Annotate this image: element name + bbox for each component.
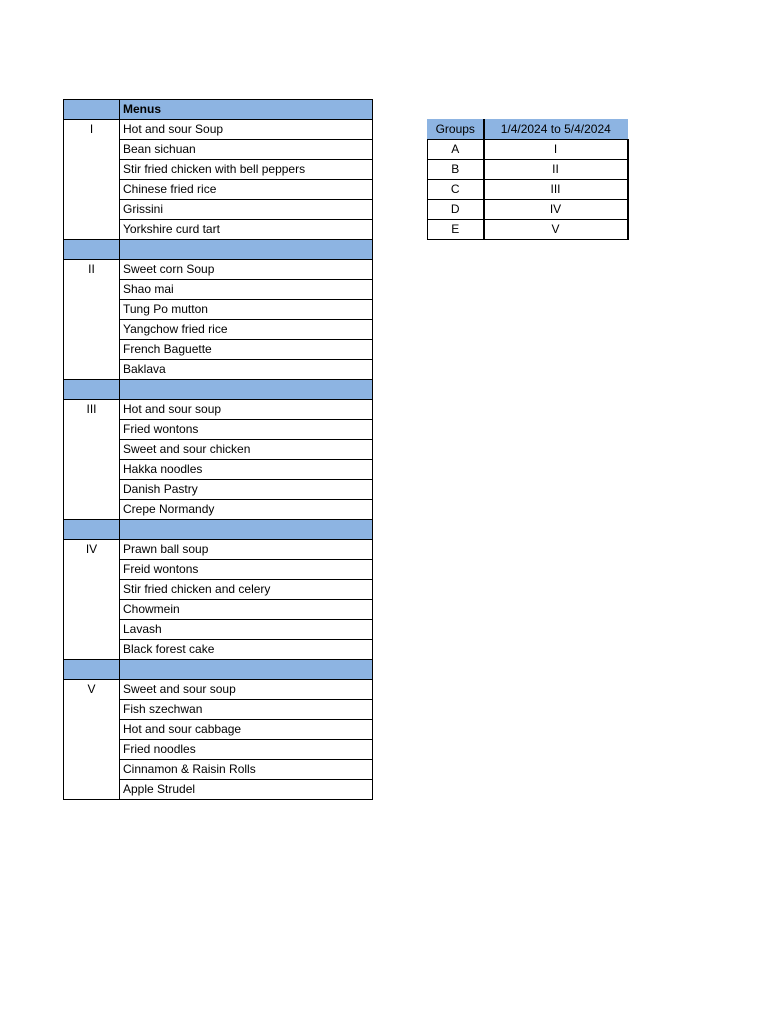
menu-item-cell[interactable]: Hot and sour soup xyxy=(120,400,373,420)
menu-item-row xyxy=(64,680,373,700)
group-menu-cell[interactable]: III xyxy=(484,180,628,200)
group-letter-cell[interactable]: B xyxy=(428,160,484,180)
menu-set-numeral-cell[interactable]: III xyxy=(64,400,120,520)
menu-item-cell[interactable]: Stir fried chicken and celery xyxy=(120,580,373,600)
group-row xyxy=(428,180,628,200)
menu-item-cell[interactable]: Sweet and sour chicken xyxy=(120,440,373,460)
menu-item-cell[interactable]: Fried noodles xyxy=(120,740,373,760)
menu-item-cell[interactable]: Hot and sour Soup xyxy=(120,120,373,140)
separator-cell[interactable] xyxy=(120,380,373,400)
menu-separator-row xyxy=(64,660,373,680)
menu-set-numeral-cell[interactable]: IV xyxy=(64,540,120,660)
menu-item-cell[interactable]: Black forest cake xyxy=(120,640,373,660)
menu-item-cell[interactable]: Yorkshire curd tart xyxy=(120,220,373,240)
dates-header-cell[interactable]: 1/4/2024 to 5/4/2024 xyxy=(484,120,628,140)
menu-item-cell[interactable]: Yangchow fried rice xyxy=(120,320,373,340)
menu-item-cell[interactable]: Fish szechwan xyxy=(120,700,373,720)
menu-set-numeral-cell[interactable]: V xyxy=(64,680,120,800)
separator-cell[interactable] xyxy=(64,380,120,400)
group-letter-cell[interactable]: E xyxy=(428,220,484,240)
separator-cell[interactable] xyxy=(64,520,120,540)
menu-item-cell[interactable]: Crepe Normandy xyxy=(120,500,373,520)
menu-item-cell[interactable]: Grissini xyxy=(120,200,373,220)
menu-item-cell[interactable]: Sweet corn Soup xyxy=(120,260,373,280)
menu-separator-row xyxy=(64,520,373,540)
menu-set-numeral-cell[interactable]: I xyxy=(64,120,120,240)
menu-item-row xyxy=(64,540,373,560)
menu-item-cell[interactable]: Chowmein xyxy=(120,600,373,620)
separator-cell[interactable] xyxy=(120,240,373,260)
menu-separator-row xyxy=(64,240,373,260)
separator-cell[interactable] xyxy=(120,660,373,680)
menu-item-cell[interactable]: Apple Strudel xyxy=(120,780,373,800)
menu-item-cell[interactable]: Tung Po mutton xyxy=(120,300,373,320)
menu-item-cell[interactable]: Lavash xyxy=(120,620,373,640)
menu-header-cell[interactable]: Menus xyxy=(120,100,373,120)
group-row xyxy=(428,220,628,240)
menu-item-cell[interactable]: French Baguette xyxy=(120,340,373,360)
menu-table xyxy=(63,99,373,800)
menu-item-row xyxy=(64,260,373,280)
menu-item-cell[interactable]: Shao mai xyxy=(120,280,373,300)
groups-header-row xyxy=(428,120,628,140)
menu-item-cell[interactable]: Cinnamon & Raisin Rolls xyxy=(120,760,373,780)
menu-item-cell[interactable]: Prawn ball soup xyxy=(120,540,373,560)
groups-table xyxy=(427,119,629,240)
menu-header-row xyxy=(64,100,373,120)
separator-cell[interactable] xyxy=(120,520,373,540)
menu-header-blank-cell[interactable] xyxy=(64,100,120,120)
group-row xyxy=(428,200,628,220)
menu-item-cell[interactable]: Danish Pastry xyxy=(120,480,373,500)
group-row xyxy=(428,160,628,180)
menu-item-cell[interactable]: Sweet and sour soup xyxy=(120,680,373,700)
separator-cell[interactable] xyxy=(64,660,120,680)
menu-item-cell[interactable]: Hot and sour cabbage xyxy=(120,720,373,740)
group-letter-cell[interactable]: D xyxy=(428,200,484,220)
menu-item-row xyxy=(64,120,373,140)
group-letter-cell[interactable]: C xyxy=(428,180,484,200)
menu-set-numeral-cell[interactable]: II xyxy=(64,260,120,380)
groups-header-cell[interactable]: Groups xyxy=(428,120,484,140)
menu-item-cell[interactable]: Fried wontons xyxy=(120,420,373,440)
menu-item-row xyxy=(64,400,373,420)
group-row xyxy=(428,140,628,160)
separator-cell[interactable] xyxy=(64,240,120,260)
group-menu-cell[interactable]: II xyxy=(484,160,628,180)
menu-item-cell[interactable]: Hakka noodles xyxy=(120,460,373,480)
group-menu-cell[interactable]: V xyxy=(484,220,628,240)
group-menu-cell[interactable]: IV xyxy=(484,200,628,220)
menu-item-cell[interactable]: Chinese fried rice xyxy=(120,180,373,200)
menu-separator-row xyxy=(64,380,373,400)
group-menu-cell[interactable]: I xyxy=(484,140,628,160)
group-letter-cell[interactable]: A xyxy=(428,140,484,160)
menu-item-cell[interactable]: Stir fried chicken with bell peppers xyxy=(120,160,373,180)
menu-item-cell[interactable]: Baklava xyxy=(120,360,373,380)
menu-item-cell[interactable]: Bean sichuan xyxy=(120,140,373,160)
menu-item-cell[interactable]: Freid wontons xyxy=(120,560,373,580)
